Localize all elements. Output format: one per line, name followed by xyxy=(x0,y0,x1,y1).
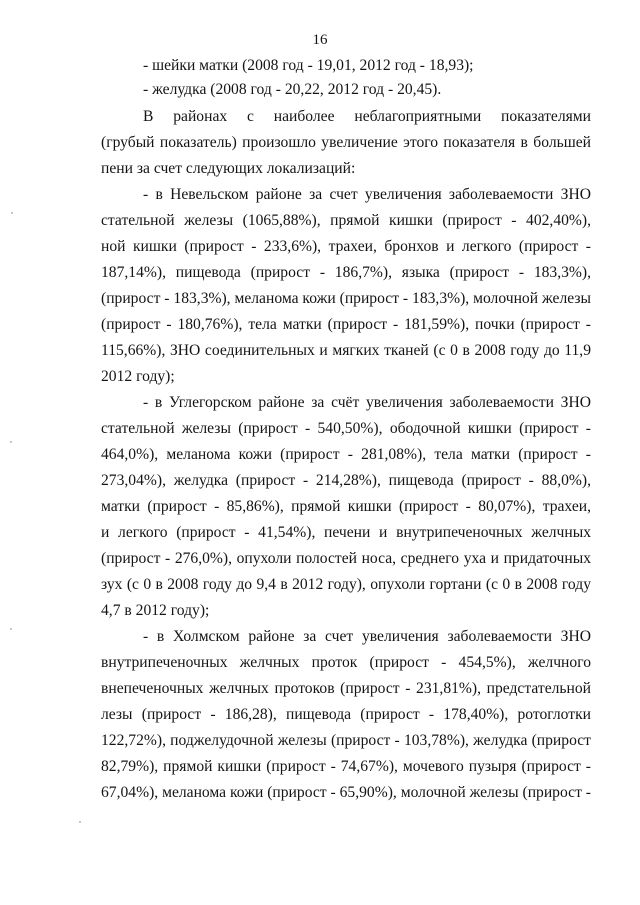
text-line: В районах с наиболее неблагоприятными показателями xyxy=(143,108,591,125)
text-line: стательной железы (1065,88%), прямой кишки (прирост - 402,40%), xyxy=(101,212,591,229)
text-line: 4,7 в 2012 году); xyxy=(101,602,210,619)
text-line: (прирост - 276,0%), опухоли полостей носа, среднего уха и придаточных xyxy=(101,550,591,567)
text-line: лезы (прирост - 186,28), пищевода (прирост - 178,40%), ротоглотки xyxy=(101,706,591,723)
text-line: (прирост - 180,76%), тела матки (прирост - 181,59%), почки (прирост - xyxy=(101,316,591,333)
page-number: 16 xyxy=(312,32,328,48)
text-line: ной кишки (прирост - 233,6%), трахеи, бронхов и легкого (прирост - xyxy=(101,238,591,255)
scan-speck xyxy=(10,441,12,443)
text-line: и легкого (прирост - 41,54%), печени и внутрипеченочных желчных xyxy=(101,524,591,541)
text-line: 273,04%), желудка (прирост - 214,28%), пищевода (прирост - 88,0%), xyxy=(101,472,591,489)
text-line: 67,04%), меланома кожи (прирост - 65,90%), молочной железы (прирост - xyxy=(101,784,591,801)
text-line: матки (прирост - 85,86%), прямой кишки (прирост - 80,07%), трахеи, xyxy=(101,498,591,515)
text-line: 115,66%), ЗНО соединительных и мягких тканей (с 0 в 2008 году до 11,9 xyxy=(101,342,591,359)
text-line: - в Невельском районе за счет увеличения заболеваемости ЗНО xyxy=(143,186,591,203)
text-line: 122,72%), поджелудочной железы (прирост - 103,78%), желудка (прирост xyxy=(101,732,591,749)
text-line: стательной железы (прирост - 540,50%), ободочной кишки (прирост - xyxy=(101,420,591,437)
text-line: 187,14%), пищевода (прирост - 186,7%), языка (прирост - 183,3%), xyxy=(101,264,591,281)
text-line: - желудка (2008 год - 20,22, 2012 год - 20,45). xyxy=(143,81,442,98)
text-line: 2012 году); xyxy=(101,368,175,385)
text-line: - в Углегорском районе за счёт увеличения заболеваемости ЗНО xyxy=(143,394,591,411)
text-line: - в Холмском районе за счет увеличения заболеваемости ЗНО xyxy=(143,628,591,645)
text-line: 82,79%), прямой кишки (прирост - 74,67%), мочевого пузыря (прирост - xyxy=(101,758,591,775)
text-line: - шейки матки (2008 год - 19,01, 2012 год - 18,93); xyxy=(143,57,474,74)
scan-speck xyxy=(11,212,13,214)
text-line: (грубый показатель) произошло увеличение этого показателя в большей xyxy=(101,134,591,151)
scan-speck xyxy=(10,628,12,630)
text-line: (прирост - 183,3%), меланома кожи (прирост - 183,3%), молочной железы xyxy=(101,290,591,307)
text-line: 464,0%), меланома кожи (прирост - 281,08%), тела матки (прирост - xyxy=(101,446,591,463)
text-line: пени за счет следующих локализаций: xyxy=(101,160,356,177)
scan-speck xyxy=(79,821,81,823)
text-line: зух (с 0 в 2008 году до 9,4 в 2012 году), опухоли гортани (с 0 в 2008 году xyxy=(101,576,591,593)
text-line: внепеченочных желчных протоков (прирост - 231,81%), предстательной xyxy=(101,680,591,697)
text-line: внутрипеченочных желчных проток (прирост - 454,5%), желчного xyxy=(101,654,591,671)
